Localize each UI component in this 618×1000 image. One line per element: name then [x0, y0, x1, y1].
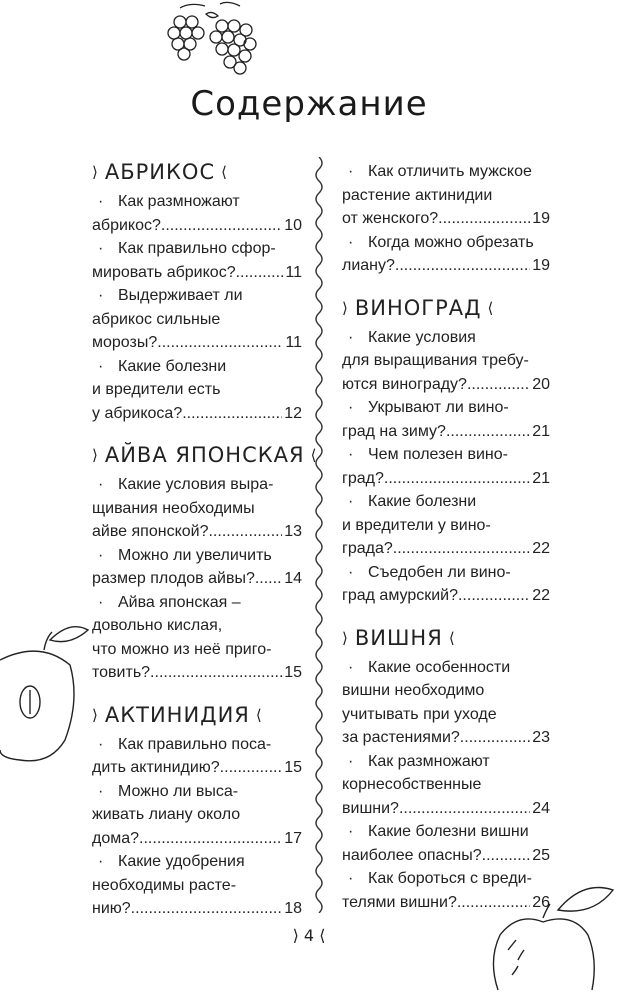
entry-page-number: 12	[284, 404, 302, 422]
dot-leader	[236, 261, 284, 285]
entry-text: Чем полезен вино-	[368, 446, 508, 463]
heading-ornament-left: ⟩	[92, 446, 99, 464]
toc-entry[interactable]	[342, 396, 550, 443]
heading-ornament-left: ⟩	[92, 705, 99, 724]
toc-entry[interactable]	[92, 591, 302, 685]
entry-text: щивания необходимы	[92, 499, 255, 517]
dot-leader	[131, 897, 283, 921]
bullet-icon: ·	[98, 287, 104, 304]
entry-page-number: 26	[532, 893, 550, 911]
dot-leader	[438, 207, 530, 231]
heading-ornament-left: ⟩	[92, 163, 99, 181]
entry-page-number: 20	[532, 375, 550, 393]
dot-leader	[458, 584, 530, 608]
dot-leader	[220, 756, 283, 780]
bullet-icon: ·	[348, 823, 354, 840]
toc-entry[interactable]	[342, 490, 550, 561]
section-heading-text: АБРИКОС	[104, 160, 216, 184]
entry-text: Какие удобрения	[118, 853, 245, 870]
entry-page-number: 18	[284, 900, 302, 917]
entry-text: Какие особенности	[368, 658, 511, 676]
entry-page-number: 15	[284, 664, 302, 681]
entry-page-number: 11	[285, 334, 302, 351]
bullet-icon: ·	[348, 493, 354, 510]
toc-entry[interactable]	[92, 850, 302, 921]
entry-text: у абрикоса?	[92, 404, 183, 422]
heading-ornament-left: ⟩	[342, 298, 349, 317]
bullet-icon: ·	[348, 399, 354, 416]
entry-text: Можно ли увеличить	[118, 546, 272, 564]
bullet-icon: ·	[348, 563, 354, 581]
entry-text: и вредители у вино-	[342, 516, 491, 534]
entry-text: дить актинидию?	[92, 759, 220, 776]
dot-leader	[467, 373, 530, 397]
toc-entry[interactable]	[342, 820, 550, 867]
entry-text: нию?	[92, 900, 131, 917]
bullet-icon: ·	[348, 752, 354, 770]
entry-text: необходимы расте-	[92, 876, 237, 894]
bullet-icon: ·	[98, 735, 104, 753]
entry-text: растение актинидии	[342, 186, 493, 204]
toc-section	[342, 626, 550, 915]
entry-text: Как отличить мужское	[368, 163, 532, 180]
entry-page-number: 25	[532, 846, 550, 864]
dot-leader	[446, 420, 530, 444]
footer-ornament-left: ⟩	[292, 926, 299, 945]
entry-text: учитывать при уходе	[342, 705, 497, 723]
dot-leader	[399, 797, 530, 821]
toc-entry[interactable]	[342, 750, 550, 821]
entry-text: товить?	[92, 664, 151, 681]
entry-page-number: 10	[284, 216, 302, 234]
entry-text: Какие болезни вишни	[368, 823, 529, 840]
entry-text: вишни необходимо	[342, 682, 485, 699]
entry-page-number: 14	[284, 570, 302, 587]
entry-page-number: 23	[532, 729, 550, 746]
entry-text: абрикос сильные	[92, 310, 221, 328]
entry-text: Какие условия	[368, 328, 476, 346]
entry-text: Какие болезни	[118, 357, 227, 375]
dot-leader	[208, 520, 282, 544]
entry-text: Какие условия выра-	[118, 476, 274, 493]
toc-entry[interactable]	[342, 443, 550, 490]
entry-page-number: 19	[532, 210, 550, 227]
entry-page-number: 22	[532, 587, 550, 604]
entry-text: телями вишни?	[342, 893, 457, 911]
entry-text: град на зиму?	[342, 422, 446, 440]
heading-ornament-right: ⟨	[221, 163, 228, 181]
entry-text: Когда можно обрезать	[368, 233, 534, 251]
column-divider	[312, 157, 326, 913]
page-title: Содержание	[190, 84, 428, 124]
entry-page-number: 13	[284, 523, 302, 540]
entry-page-number: 11	[285, 263, 302, 281]
entry-text: живать лиану около	[92, 806, 241, 823]
toc-right-column	[342, 160, 550, 932]
heading-ornament-right: ⟨	[487, 298, 495, 317]
bullet-icon: ·	[98, 546, 104, 564]
entry-text: Укрывают ли вино-	[368, 399, 509, 416]
bullet-icon: ·	[98, 853, 104, 870]
toc-entry[interactable]	[342, 561, 550, 608]
toc-left-column	[92, 160, 318, 939]
entry-page-number: 19	[532, 257, 550, 274]
entry-text: довольно кислая,	[92, 617, 223, 634]
entry-text: мировать абрикос?	[92, 263, 236, 281]
dot-leader	[255, 567, 282, 591]
section-heading	[92, 703, 302, 727]
dot-leader	[139, 827, 282, 851]
entry-text: дома?	[92, 829, 140, 847]
raspberry-illustration	[150, 0, 280, 80]
section-heading-text: ВИНОГРАД	[354, 295, 482, 320]
dot-leader	[150, 661, 282, 685]
toc-section	[92, 443, 318, 685]
apple-half-illustration	[0, 610, 90, 770]
entry-text: Как правильно поса-	[118, 735, 272, 753]
entry-page-number: 22	[532, 540, 550, 557]
toc-entry[interactable]	[92, 780, 302, 851]
section-heading	[92, 160, 302, 184]
bullet-icon: ·	[348, 658, 354, 676]
section-heading	[92, 443, 318, 467]
entry-text: Съедобен ли вино-	[368, 563, 511, 581]
entry-text: для выращивания требу-	[342, 352, 529, 369]
section-heading-text: АЙВА ЯПОНСКАЯ	[104, 443, 305, 467]
section-heading-text: ВИШНЯ	[354, 625, 443, 650]
bullet-icon: ·	[98, 240, 104, 257]
heading-ornament-right: ⟨	[255, 705, 263, 724]
entry-text: лиану?	[342, 257, 395, 274]
entry-text: Можно ли выса-	[118, 782, 239, 800]
section-heading	[342, 626, 550, 650]
dot-leader	[395, 254, 530, 278]
bullet-icon: ·	[98, 357, 104, 375]
dot-leader	[482, 844, 531, 868]
entry-text: град амурский?	[342, 587, 458, 604]
page-number: ⟩ 4 ⟨	[292, 926, 326, 945]
entry-text: вишни?	[342, 799, 399, 817]
bullet-icon: ·	[98, 476, 104, 493]
toc-entry[interactable]	[92, 237, 302, 284]
toc-section	[342, 160, 550, 278]
toc-section	[342, 296, 550, 608]
toc-entry[interactable]	[92, 733, 302, 780]
entry-text: размер плодов айвы?	[92, 570, 255, 587]
entry-text: абрикос?	[92, 216, 161, 234]
entry-text: и вредители есть	[92, 381, 221, 398]
bullet-icon: ·	[348, 870, 354, 887]
heading-ornament-right: ⟨	[310, 446, 318, 464]
entry-text: град?	[342, 469, 384, 487]
entry-text: града?	[342, 540, 393, 557]
footer-ornament-right: ⟨	[319, 926, 326, 945]
entry-text: Как размножают	[118, 193, 240, 210]
bullet-icon: ·	[348, 328, 354, 346]
bullet-icon: ·	[98, 782, 104, 800]
section-heading	[342, 296, 550, 320]
toc-entry[interactable]	[92, 473, 302, 544]
dot-leader	[460, 726, 530, 750]
entry-text: корнесобственные	[342, 776, 482, 793]
entry-text: Выдерживает ли	[118, 287, 243, 304]
entry-text: за растениями?	[342, 729, 460, 746]
entry-page-number: 17	[284, 829, 302, 847]
entry-text: Как правильно сфор-	[118, 240, 276, 257]
section-heading-text: АКТИНИДИЯ	[104, 702, 250, 727]
toc-entry[interactable]	[342, 326, 550, 397]
toc-entry[interactable]	[92, 284, 302, 355]
bullet-icon: ·	[348, 233, 354, 251]
toc-entry[interactable]	[92, 190, 302, 237]
toc-entry[interactable]	[92, 355, 302, 426]
bullet-icon: ·	[98, 193, 104, 210]
entry-page-number: 15	[284, 759, 302, 776]
toc-entry[interactable]	[92, 544, 302, 591]
toc-entry[interactable]	[342, 160, 550, 231]
bullet-icon: ·	[348, 163, 354, 180]
dot-leader	[384, 467, 530, 491]
entry-text: наиболее опасны?	[342, 846, 482, 864]
entry-text: от женского?	[342, 210, 439, 227]
toc-entry[interactable]	[342, 231, 550, 278]
entry-page-number: 21	[532, 469, 550, 487]
entry-page-number: 24	[532, 799, 550, 817]
heading-ornament-left: ⟩	[342, 628, 349, 647]
bullet-icon: ·	[98, 593, 104, 611]
bullet-icon: ·	[348, 446, 354, 463]
entry-text: Айва японская –	[118, 593, 241, 611]
toc-entry[interactable]	[342, 656, 550, 750]
dot-leader	[182, 402, 282, 426]
dot-leader	[157, 331, 283, 355]
entry-page-number: 21	[532, 422, 550, 440]
entry-text: что можно из неё приго-	[92, 640, 272, 658]
entry-text: Как размножают	[368, 752, 490, 770]
entry-text: Какие болезни	[368, 493, 477, 510]
dot-leader	[393, 537, 530, 561]
toc-section	[92, 703, 302, 921]
toc-section	[92, 160, 302, 425]
dot-leader	[161, 214, 282, 238]
entry-text: айве японской?	[92, 523, 209, 540]
entry-text: морозы?	[92, 334, 158, 351]
heading-ornament-right: ⟨	[448, 628, 456, 647]
entry-text: ются винограду?	[342, 375, 467, 393]
entry-text: Как бороться с вреди-	[368, 870, 532, 887]
